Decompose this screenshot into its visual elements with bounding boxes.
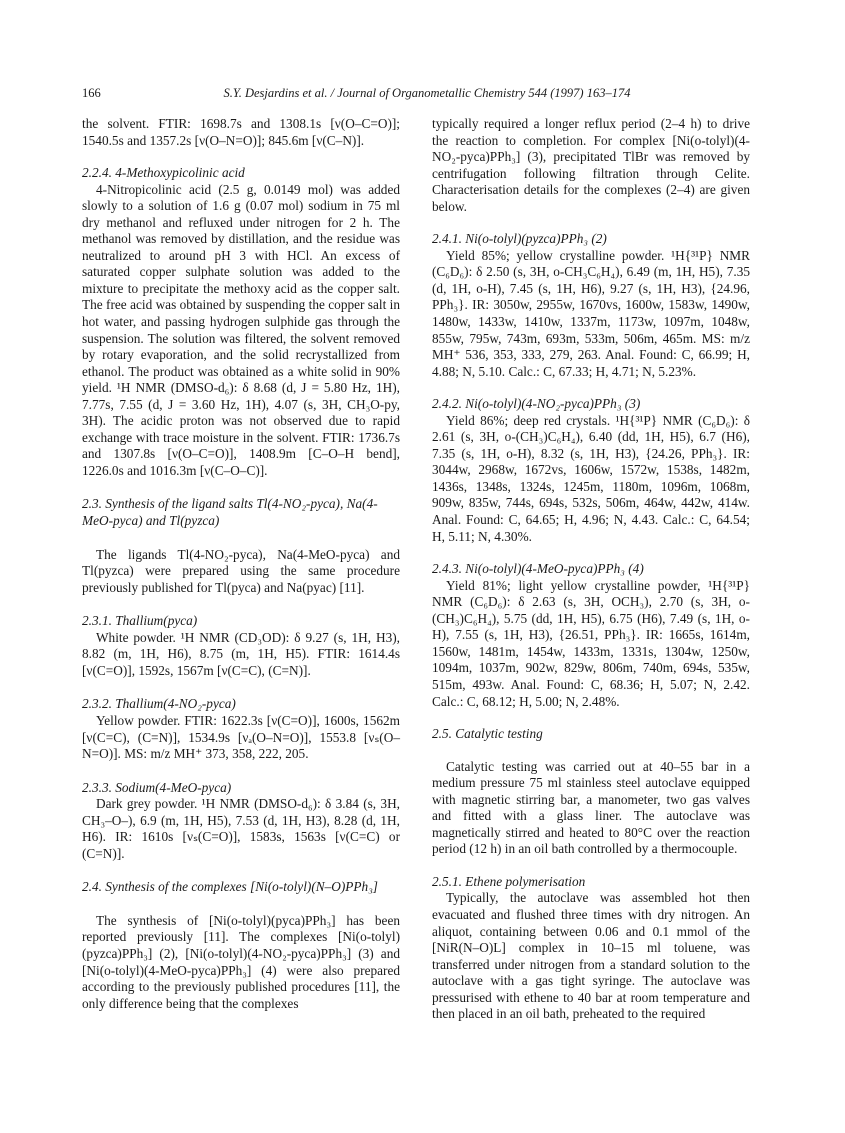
paragraph-thallium-nitro-pyca: Yellow powder. FTIR: 1622.3s [ν(C=O)], 1600s, 1562m [ν(C=C), (C=N)], 1534.9s [νₐ(O–N=O)], 1553.8 [νₛ(O–N=O)]. MS: m/z MH⁺ 373, 358, 222, 205. xyxy=(82,712,400,762)
section-heading-2-4-3: 2.4.3. Ni(o-tolyl)(4-MeO-pyca)PPh₃ (4) xyxy=(432,561,644,577)
paragraph-complex-4: Yield 81%; light yellow crystalline powder, ¹H{³¹P} NMR (C₆D₆): δ 2.63 (s, 3H, OCH₃), 2.70 (s, 3H, o-(CH₃)C₆H₄), 5.75 (dd, 1H, H5), 6.75 (H6), 7.49 (s, 1H, o-H), 7.55 (s, 1H, H3), {26.51, PPh₃}. IR: 1665s, 1614m, 1560w, 1481m, 1454w, 1433m, 1331s, 1304w, 1250w, 1094m, 1037m, 902w, 829w, 806m, 740m, 694s, 535w, 515m, 493w. Anal. Found: C, 68.36; H, 5.07; N, 2.42. Calc.: C, 68.12; H, 5.00; N, 2.48%. xyxy=(432,577,750,709)
paragraph-complex-3: Yield 86%; deep red crystals. ¹H{³¹P} NMR (C₆D₆): δ 2.61 (s, 3H, o-(CH₃)C₆H₄), 6.40 (dd, 1H, H5), 6.7 (H6), 7.35 (s, 1H, o-H), 8.32 (s, 1H, H3), {24.26, PPh₃}. IR: 3044w, 2968w, 1672vs, 1606w, 1572w, 1538s, 1482m, 1436s, 1348s, 1324s, 1245m, 1180m, 1096m, 1068m, 909w, 835w, 744s, 694s, 532s, 506m, 464w, 442w, 414w. Anal. Found: C, 64.65; H, 4.96; N, 4.43. Calc.: C, 64.54; H, 5.11; N, 4.30%. xyxy=(432,412,750,544)
section-heading-2-3-2: 2.3.2. Thallium(4-NO₂-pyca) xyxy=(82,696,236,712)
paragraph-sodium-methoxy-pyca: Dark grey powder. ¹H NMR (DMSO-d₆): δ 3.84 (s, 3H, CH₃–O–), 6.9 (m, 1H, H5), 7.53 (d, 1H, H3), 8.28 (d, 1H, H6). IR: 1610s [νₛ(C=O)], 1583s, 1563s [ν(C=C) or (C=N)]. xyxy=(82,796,400,861)
paragraph-ligand-salts: The ligands Tl(4-NO₂-pyca), Na(4-MeO-pyca) and Tl(pyzca) were prepared using the same procedure previously published for Tl(pyca) and Na(pyac) [11]. xyxy=(82,546,400,595)
paragraph-continued: the solvent. FTIR: 1698.7s and 1308.1s [ν(O–C=O)]; 1540.5s and 1357.2s [ν(O–N=O)]; 845.6m [ν(C–N)]. xyxy=(82,116,400,148)
section-heading-2-2-4: 2.2.4. 4-Methoxypicolinic acid xyxy=(82,165,245,181)
paragraph-complex-synthesis: The synthesis of [Ni(o-tolyl)(pyca)PPh₃] has been reported previously [11]. The complexes [Ni(o-tolyl)(pyzca)PPh₃] (2), [Ni(o-tolyl)(4-NO₂-pyca)PPh₃] (3) and [Ni(o-tolyl)(4-MeO-pyca)PPh₃] (4) were also prepared according to the previously published procedures [11], the only difference being that the complexes xyxy=(82,912,400,1011)
paragraph-complex-2: Yield 85%; yellow crystalline powder. ¹H{³¹P} NMR (C₆D₆): δ 2.50 (s, 3H, o-CH₃C₆H₄), 6.49 (m, 1H, H5), 7.35 (d, 1H, o-H), 7.45 (s, 1H, H6), 9.27 (s, 1H, H3), {24.96, PPh₃}. IR: 3050w, 2955w, 1670vs, 1600w, 1583w, 1490w, 1480w, 1433w, 1410w, 1337m, 1173w, 1097m, 1048w, 855w, 795w, 743m, 693m, 533m, 506m, 465m. MS: m/z MH⁺ 536, 353, 333, 279, 263. Anal. Found: C, 66.99; H, 4.88; N, 5.10. Calc.: C, 67.33; H, 4.71; N, 5.23%. xyxy=(432,247,750,379)
paragraph-thallium-pyca: White powder. ¹H NMR (CD₃OD): δ 9.27 (s, 1H, H3), 8.82 (m, 1H, H6), 8.75 (m, 1H, H5). FTIR: 1614.4s [ν(C=O)], 1592s, 1567m [ν(C=C), (C=N)]. xyxy=(82,629,400,678)
section-heading-2-5-1: 2.5.1. Ethene polymerisation xyxy=(432,873,586,889)
paragraph-methoxypicolinic-acid: 4-Nitropicolinic acid (2.5 g, 0.0149 mol) was added slowly to a solution of 1.6 g (0.07 mol) sodium in 75 ml dry methanol and refluxed under nitrogen for 2 h. The methanol was removed by distillation, and the residue was neutralized to around pH 3 with HCl. An excess of saturated copper sulphate solution was added to the mixture to precipitate the methoxy acid as the copper salt. The free acid was obtained by suspending the copper salt in hot water, and passing hydrogen sulphide gas through the suspension. The solution was filtered, the solvent removed by rotary evaporation, and the solid recrystallized from ethanol. The product was obtained as a white solid in 90% yield. ¹H NMR (DMSO-d₆): δ 8.68 (d, J = 5.80 Hz, 1H), 7.77s, 7.55 (d, J = 3.60 Hz, 1H), 4.07 (s, 3H, CH₃O-py, 3H). The acidic proton was not observed due to rapid exchange with trace moisture in the solvent. FTIR: 1736.7s and 1307.8s [ν(O–C=O)], 1408.9m [C–O–H bend], 1226.0s and 1016.3m [ν(C–O–C)]. xyxy=(82,181,400,478)
section-heading-2-3-3: 2.3.3. Sodium(4-MeO-pyca) xyxy=(82,779,232,795)
section-heading-2-5: 2.5. Catalytic testing xyxy=(432,726,543,742)
paragraph-continued-right: typically required a longer reflux period (2–4 h) to drive the reaction to completion. For complex [Ni(o-tolyl)(4-NO₂-pyca)PPh₃] (3), precipitated TlBr was removed by centrifugation following filtration through Celite. Characterisation details for the complexes (2–4) are given below. xyxy=(432,116,750,214)
section-heading-2-3-1: 2.3.1. Thallium(pyca) xyxy=(82,613,198,629)
running-title: S.Y. Desjardins et al. / Journal of Organometallic Chemistry 544 (1997) 163–174 xyxy=(223,86,631,100)
paragraph-ethene-polymerisation: Typically, the autoclave was assembled hot then evacuated and flushed three times with dry nitrogen. An aliquot, containing between 0.06 and 0.1 mmol of the [NiR(N–O)L] complex in 10–15 ml toluene, was transferred under nitrogen from a standard solution to the autoclave with a gas tight syringe. The autoclave was pressurised with ethene to 40 bar at room temperature and then placed in an oil bath, preheated to the required xyxy=(432,890,750,1022)
section-heading-2-3: 2.3. Synthesis of the ligand salts Tl(4-NO₂-pyca), Na(4-MeO-pyca) and Tl(pyzca) xyxy=(82,496,378,529)
left-column xyxy=(82,116,400,1012)
page-number: 166 xyxy=(82,86,101,100)
section-heading-2-4-1: 2.4.1. Ni(o-tolyl)(pyzca)PPh₃ (2) xyxy=(432,231,607,247)
section-heading-2-4: 2.4. Synthesis of the complexes [Ni(o-tolyl)(N–O)PPh₃] xyxy=(82,879,378,895)
right-column xyxy=(432,116,750,1023)
paragraph-catalytic-testing: Catalytic testing was carried out at 40–55 bar in a medium pressure 75 ml stainless steel autoclave equipped with magnetic stirring bar, a manometer, two gas valves and fitted with a glass liner. The autoclave was magnetically stirred and heated to 80°C over the reaction period (12 h) in an oil bath controlled by a thermocouple. xyxy=(432,758,750,857)
section-heading-2-4-2: 2.4.2. Ni(o-tolyl)(4-NO₂-pyca)PPh₃ (3) xyxy=(432,396,641,412)
